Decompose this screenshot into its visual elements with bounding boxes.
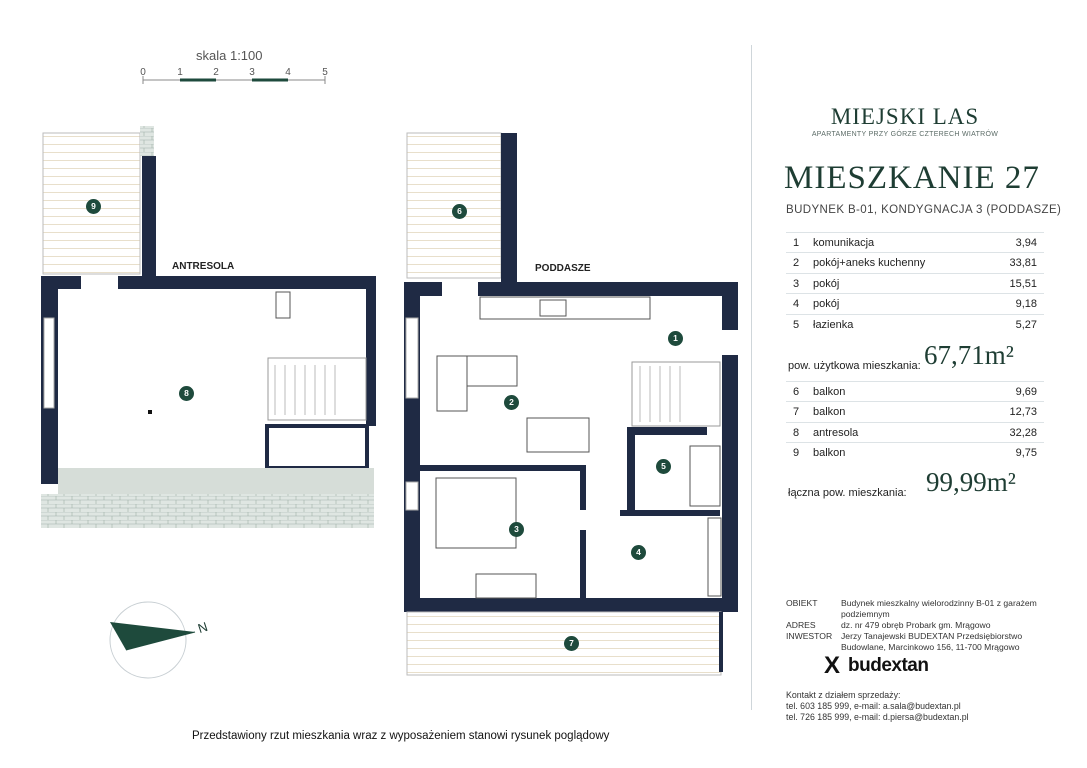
- extra-name: balkon: [813, 386, 846, 398]
- room-area: 9,18: [1015, 298, 1037, 311]
- room-marker-9: 9: [86, 199, 101, 214]
- info-key-obiekt: OBIEKT: [786, 598, 818, 608]
- extra-row: [786, 401, 1044, 421]
- scale-tick: 5: [322, 67, 328, 78]
- extra-row: [786, 422, 1044, 442]
- scale-tick: 4: [285, 67, 291, 78]
- brand-name: MIEJSKI LAS: [830, 104, 980, 129]
- extra-name: balkon: [813, 406, 846, 419]
- contact-line-1[interactable]: tel. 603 185 999, e-mail: a.sala@budextan.pl: [786, 701, 961, 711]
- scale-tick: 2: [213, 67, 219, 78]
- project-info: [786, 598, 1048, 654]
- contact-line-2[interactable]: tel. 726 185 999, e-mail: d.piersa@budextan.pl: [786, 712, 969, 722]
- budextan-logo-mark: X: [824, 652, 841, 679]
- extra-name: balkon: [813, 447, 846, 460]
- extra-area: 9,75: [1015, 447, 1037, 460]
- info-val-obiekt: Budynek mieszkalny wielorodzinny B-01 z garażem podziemnym: [841, 598, 1037, 620]
- room-name: łazienka: [813, 318, 854, 331]
- room-number: 5: [793, 318, 800, 331]
- room-marker-5: 5: [656, 459, 671, 474]
- disclaimer-caption: Przedstawiony rzut mieszkania wraz z wyposażeniem stanowi rysunek poglądowy: [192, 730, 610, 742]
- compass-north-label: N: [195, 618, 210, 637]
- contact-heading: Kontakt z działem sprzedaży:: [786, 690, 901, 700]
- room-marker-2: 2: [504, 395, 519, 410]
- scale-label: skala 1:100: [196, 48, 263, 63]
- extra-name: antresola: [813, 426, 859, 439]
- poddasze-label: PODDASZE: [535, 263, 591, 274]
- info-val-inwestor: Jerzy Tanajewski BUDEXTAN Przedsiębiorstwo Budowlane, Marcinkowo 156, 11-700 Mrągowo: [841, 631, 1023, 653]
- room-marker-1: 1: [668, 331, 683, 346]
- apartment-title: MIESZKANIE 27: [784, 160, 1040, 196]
- room-row: [786, 293, 1044, 313]
- extra-number: 7: [793, 406, 800, 419]
- room-number: 3: [793, 277, 800, 290]
- usable-area-value: 67,71m²: [924, 340, 1014, 370]
- contact-block: [786, 690, 969, 723]
- compass: [110, 602, 195, 678]
- room-area: 3,94: [1015, 237, 1037, 249]
- extra-area: 12,73: [1009, 406, 1037, 419]
- room-name: pokój+aneks kuchenny: [813, 257, 926, 270]
- room-number: 4: [793, 298, 800, 311]
- brand-tagline: APARTAMENTY PRZY GÓRZE CZTERECH WIATRÓW: [811, 131, 999, 138]
- extra-row: [786, 381, 1044, 401]
- room-area: 33,81: [1009, 257, 1037, 270]
- room-row: [786, 273, 1044, 293]
- antresola-label: ANTRESOLA: [172, 261, 235, 272]
- antresola-plan: [41, 276, 376, 528]
- room-marker-7: 7: [564, 636, 579, 651]
- extra-area: 32,28: [1009, 426, 1037, 439]
- extra-row: [786, 442, 1044, 462]
- extra-number: 6: [793, 386, 800, 398]
- extra-number: 9: [793, 447, 800, 460]
- scale-bar: [143, 76, 325, 84]
- room-name: pokój: [813, 298, 840, 311]
- total-area-value: 99,99m²: [926, 467, 1016, 497]
- room-marker-4: 4: [631, 545, 646, 560]
- divider: [751, 45, 752, 710]
- usable-area-label: pow. użytkowa mieszkania:: [788, 360, 921, 372]
- room-number: 1: [793, 237, 800, 249]
- info-key-inwestor: INWESTOR: [786, 631, 833, 641]
- total-area-label: łączna pow. mieszkania:: [788, 487, 907, 499]
- scale-tick: 0: [140, 67, 146, 78]
- room-marker-6: 6: [452, 204, 467, 219]
- apartment-subtitle: BUDYNEK B-01, KONDYGNACJA 3 (PODDASZE): [786, 204, 1062, 216]
- scale-tick: 3: [249, 67, 255, 78]
- rooms-table: [786, 232, 1044, 334]
- room-name: komunikacja: [813, 237, 875, 249]
- budextan-logo: budextan: [848, 655, 929, 676]
- room-row: [786, 314, 1044, 334]
- room-row: [786, 252, 1044, 272]
- poddasze-plan: [404, 282, 738, 612]
- extras-table: [786, 381, 1044, 463]
- room-area: 15,51: [1009, 277, 1037, 290]
- info-val-adres: dz. nr 479 obręb Probark gm. Mrągowo: [841, 620, 991, 630]
- room-number: 2: [793, 257, 800, 270]
- room-area: 5,27: [1015, 318, 1037, 331]
- room-marker-8: 8: [179, 386, 194, 401]
- room-name: pokój: [813, 277, 840, 290]
- room-marker-3: 3: [509, 522, 524, 537]
- scale-tick: 1: [177, 67, 183, 78]
- info-key-adres: ADRES: [786, 620, 816, 630]
- extra-area: 9,69: [1015, 386, 1037, 398]
- room-row: [786, 232, 1044, 252]
- extra-number: 8: [793, 426, 800, 439]
